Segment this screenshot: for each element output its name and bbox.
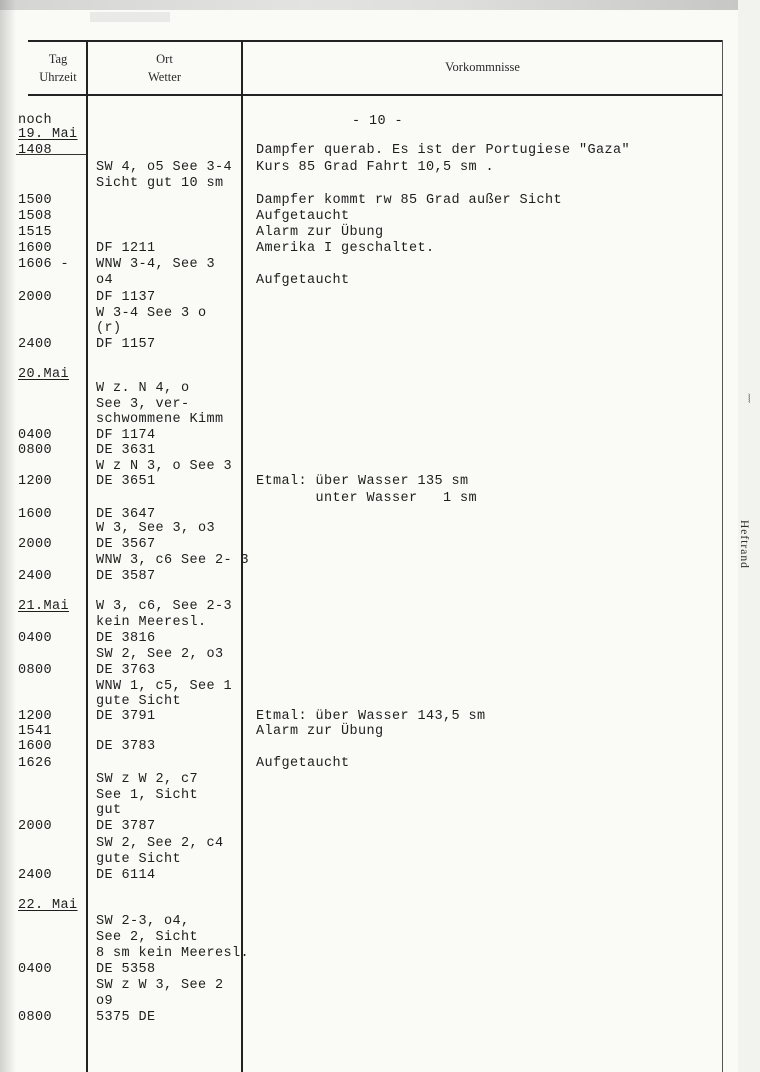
heftrand-label: Heftrand [738, 520, 750, 569]
column-divider-right [722, 40, 723, 1072]
log-time: 22. Mai [18, 898, 78, 913]
log-position-weather: DF 1174 [96, 428, 156, 443]
log-time: 1408 [18, 143, 53, 158]
log-position-weather: W z N 3, o See 3 [96, 459, 233, 474]
log-position-weather: DE 5358 [96, 962, 156, 977]
log-event: unter Wasser 1 sm [256, 491, 478, 506]
log-position-weather: DE 3783 [96, 739, 156, 754]
log-time: 1600 [18, 241, 53, 256]
header-tag: Tag [48, 52, 68, 66]
log-event: Dampfer querab. Es ist der Portugiese "Gaza" [256, 143, 631, 158]
log-position-weather: DE 3631 [96, 443, 156, 458]
log-position-weather: 5375 DE [96, 1010, 156, 1025]
log-position-weather: See 3, ver- [96, 397, 190, 412]
log-position-weather: DF 1211 [96, 241, 156, 256]
log-time: 0400 [18, 962, 53, 977]
log-position-weather: DE 3567 [96, 537, 156, 552]
log-position-weather: 8 sm kein Meeresl. [96, 946, 250, 961]
log-event: Dampfer kommt rw 85 Grad außer Sicht [256, 193, 563, 208]
log-position-weather: SW 2, See 2, c4 [96, 836, 224, 851]
header-ort: Ort [156, 52, 173, 66]
header-uhrzeit: Uhrzeit [39, 70, 77, 84]
log-time: 0800 [18, 663, 53, 678]
header-wetter: Wetter [147, 70, 181, 84]
log-position-weather: DF 1137 [96, 290, 156, 305]
log-position-weather: DE 3763 [96, 663, 156, 678]
log-time: 1600 [18, 739, 53, 754]
log-time: 1200 [18, 474, 53, 489]
log-position-weather: See 2, Sicht [96, 930, 199, 945]
log-time: 1200 [18, 709, 53, 724]
log-time: 20.Mai [18, 367, 70, 382]
log-time: noch [18, 113, 53, 128]
log-position-weather: gute Sicht [96, 694, 182, 709]
log-position-weather: DE 3787 [96, 819, 156, 834]
margin-mark: ⦚ [748, 392, 751, 406]
log-time: 0800 [18, 443, 53, 458]
scan-artifact-stamp [90, 12, 170, 22]
log-position-weather: gut [96, 803, 122, 818]
log-position-weather: SW 2-3, o4, [96, 914, 190, 929]
log-position-weather: WNW 3, c6 See 2- 3 [96, 553, 250, 568]
log-position-weather: kein Meeresl. [96, 615, 207, 630]
log-time: 0800 [18, 1010, 53, 1025]
log-time: 1600 [18, 507, 53, 522]
log-time: 2000 [18, 819, 53, 834]
log-position-weather: o4 [96, 273, 114, 288]
log-position-weather: DE 3651 [96, 474, 156, 489]
table-top-rule [28, 40, 723, 42]
log-position-weather: SW 2, See 2, o3 [96, 647, 224, 662]
log-position-weather: W 3, See 3, o3 [96, 521, 216, 536]
log-position-weather: DE 3816 [96, 631, 156, 646]
header-vorkommnisse: Vorkommnisse [445, 60, 520, 74]
log-time: 2000 [18, 537, 53, 552]
log-event: Kurs 85 Grad Fahrt 10,5 sm . [256, 160, 495, 175]
log-time: 2400 [18, 337, 53, 352]
log-position-weather: WNW 1, c5, See 1 [96, 679, 233, 694]
log-time: 1500 [18, 193, 53, 208]
log-position-weather: DE 3791 [96, 709, 156, 724]
log-time: 19. Mai [18, 127, 78, 142]
log-time: 1541 [18, 724, 53, 739]
log-event: Aufgetaucht [256, 209, 350, 224]
log-position-weather: SW 4, o5 See 3-4 [96, 160, 233, 175]
log-time: 1515 [18, 225, 53, 240]
log-time: 1626 [18, 756, 53, 771]
log-event: Etmal: über Wasser 135 sm [256, 474, 469, 489]
scan-artifact-left-edge [0, 0, 16, 1072]
log-event: Alarm zur Übung [256, 225, 384, 240]
log-event: Aufgetaucht [256, 273, 350, 288]
log-time: 0400 [18, 631, 53, 646]
log-position-weather: schwommene Kimm [96, 412, 224, 427]
log-position-weather: DF 1157 [96, 337, 156, 352]
log-position-weather: W 3, c6, See 2-3 [96, 599, 233, 614]
log-event: Aufgetaucht [256, 756, 350, 771]
log-position-weather: SW z W 3, See 2 [96, 978, 224, 993]
log-position-weather: gute Sicht [96, 852, 182, 867]
log-position-weather: SW z W 2, c7 [96, 772, 199, 787]
column-divider-1 [86, 40, 88, 1072]
log-time: 0400 [18, 428, 53, 443]
page-number: - 10 - [352, 114, 404, 129]
log-time: 21.Mai [18, 599, 70, 614]
log-position-weather: Sicht gut 10 sm [96, 176, 224, 191]
log-position-weather: (r) [96, 321, 122, 336]
log-time: 2400 [18, 569, 53, 584]
log-position-weather: See 1, Sicht [96, 788, 199, 803]
log-position-weather: WNW 3-4, See 3 [96, 257, 216, 272]
log-time: 1508 [18, 209, 53, 224]
log-position-weather: DE 3587 [96, 569, 156, 584]
log-time: 1606 - [18, 257, 70, 272]
log-event: Amerika I geschaltet. [256, 241, 435, 256]
log-time: 2400 [18, 868, 53, 883]
header-bottom-rule [28, 94, 723, 96]
log-position-weather: DE 3647 [96, 507, 156, 522]
log-time: 2000 [18, 290, 53, 305]
log-position-weather: W 3-4 See 3 o [96, 306, 207, 321]
log-position-weather: DE 6114 [96, 868, 156, 883]
log-position-weather: W z. N 4, o [96, 381, 190, 396]
log-event: Alarm zur Übung [256, 724, 384, 739]
scan-artifact-top [0, 0, 760, 10]
log-event: Etmal: über Wasser 143,5 sm [256, 709, 486, 724]
log-position-weather: o9 [96, 994, 114, 1009]
